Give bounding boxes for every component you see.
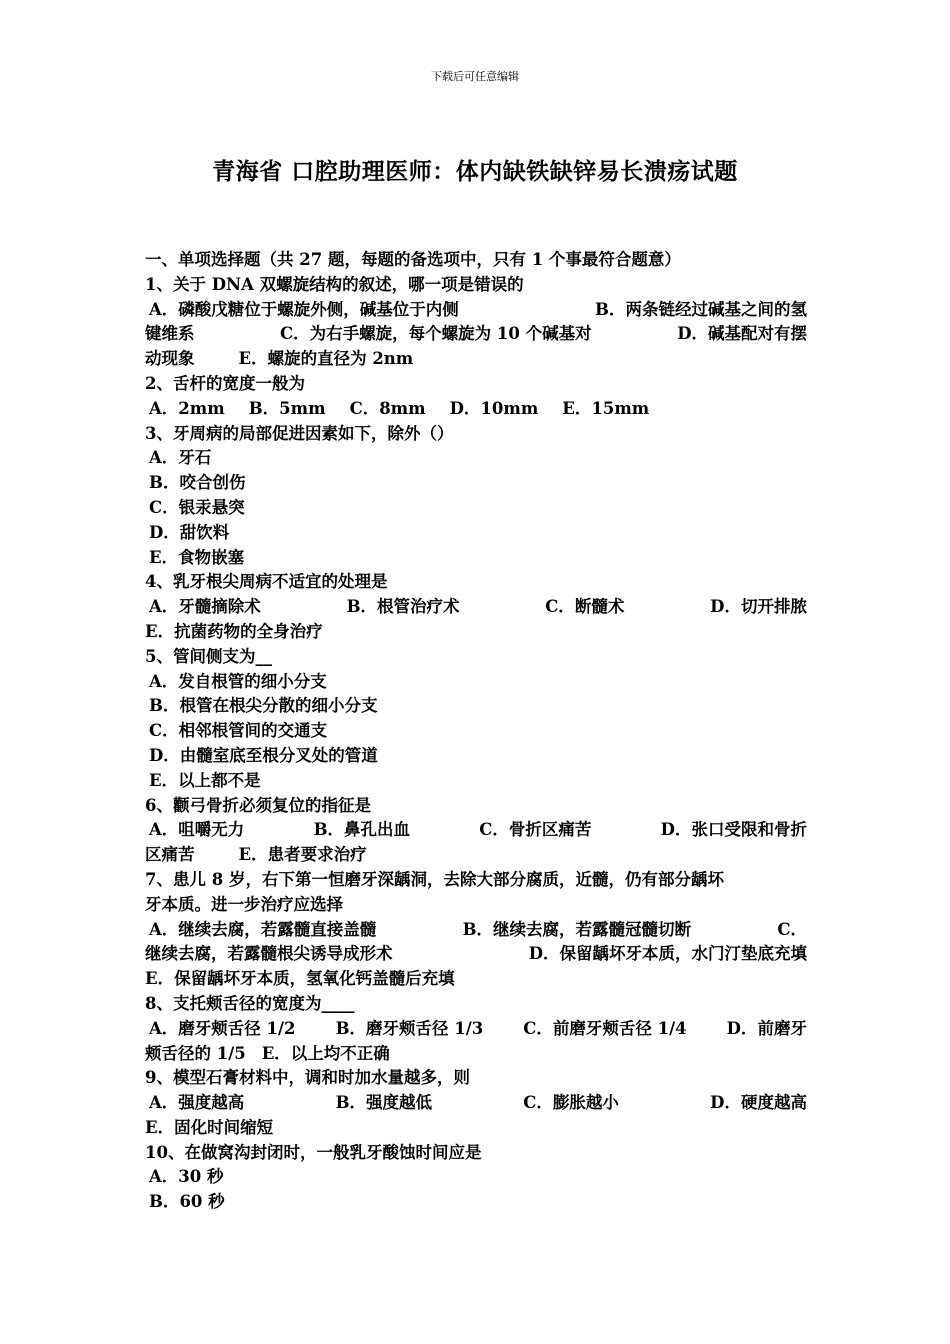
option: 颊舌径的 1/5 — [145, 1043, 246, 1063]
option: D．碱基配对有摆 — [677, 324, 807, 344]
option: C．前磨牙颊舌径 1/4 — [523, 1018, 687, 1038]
option: A．牙石 — [149, 448, 212, 468]
option-line — [145, 322, 807, 347]
option: A．强度越高 — [149, 1093, 245, 1113]
option-line — [145, 1091, 807, 1116]
option: 继续去腐，若露髓根尖诱导成形术 — [145, 944, 393, 964]
option: C．8mm — [349, 398, 426, 418]
question-stem: 4、乳牙根尖周病不适宜的处理是 — [145, 572, 388, 592]
option: C．银汞悬突 — [149, 497, 245, 517]
option-line — [145, 298, 807, 323]
document-title: 青海省 口腔助理医师：体内缺铁缺锌易长溃疡试题 — [212, 158, 738, 185]
option: E．螺旋的直径为 2nm — [238, 349, 414, 369]
option: C．为右手螺旋，每个螺旋为 10 个碱基对 — [280, 324, 592, 344]
question-stem: 5、管间侧支为__ — [145, 646, 272, 666]
option-line — [145, 1042, 807, 1067]
option: D．由髓室底至根分叉处的管道 — [149, 745, 378, 765]
option: B．5mm — [248, 398, 326, 418]
option: A．磷酸戊糖位于螺旋外侧，碱基位于内侧 — [149, 299, 459, 319]
option-line — [145, 918, 807, 943]
option: C．相邻根管间的交通支 — [149, 721, 328, 741]
option: E．患者要求治疗 — [238, 845, 367, 865]
option: B．鼻孔出血 — [313, 820, 411, 840]
question-stem: 10、在做窝沟封闭时，一般乳牙酸蚀时间应是 — [145, 1142, 482, 1162]
option: A．牙髓摘除术 — [149, 597, 261, 617]
option: D．保留龋坏牙本质，水门汀垫底充填 — [528, 944, 807, 964]
question-stem: 牙本质。进一步治疗应选择 — [145, 894, 343, 914]
option-line — [145, 843, 807, 868]
option: 区痛苦 — [145, 845, 195, 865]
option: E．抗菌药物的全身治疗 — [145, 621, 323, 641]
question-list — [145, 248, 807, 1215]
option: 动现象 — [145, 349, 195, 369]
question-stem: 7、患儿 8 岁，右下第一恒磨牙深龋洞，去除大部分腐质，近髓，仍有部分龋坏 — [145, 869, 724, 889]
question-stem: 2、舌杆的宽度一般为 — [145, 373, 305, 393]
option-line — [145, 1017, 807, 1042]
option-line — [145, 818, 807, 843]
header-note: 下载后可任意编辑 — [431, 70, 519, 83]
option: E．以上都不是 — [149, 770, 261, 790]
option: C．断髓术 — [545, 597, 625, 617]
option: D．切开排脓 — [710, 597, 807, 617]
option: E．15mm — [562, 398, 650, 418]
option: A．磨牙颊舌径 1/2 — [149, 1018, 296, 1038]
option: A．30 秒 — [149, 1167, 224, 1187]
question-stem: 1、关于 DNA 双螺旋结构的叙述，哪一项是错误的 — [145, 274, 524, 294]
option: C．骨折区痛苦 — [479, 820, 592, 840]
option: E．以上均不正确 — [261, 1043, 390, 1063]
option: D．甜饮料 — [149, 522, 230, 542]
option: C．膨胀越小 — [523, 1093, 619, 1113]
option: 键维系 — [145, 324, 195, 344]
option: D．10mm — [449, 398, 539, 418]
option: B．强度越低 — [335, 1093, 433, 1113]
option: E．固化时间缩短 — [145, 1117, 274, 1137]
option: E．食物嵌塞 — [149, 547, 245, 567]
question-stem: 8、支托颊舌径的宽度为____ — [145, 993, 355, 1013]
section-heading: 一、单项选择题（共 27 题，每题的备选项中，只有 1 个事最符合题意） — [145, 250, 681, 269]
option: A．咀嚼无力 — [149, 820, 245, 840]
option: B．根管治疗术 — [346, 597, 460, 617]
option: E．保留龋坏牙本质，氢氧化钙盖髓后充填 — [145, 969, 455, 989]
option: B．咬合创伤 — [149, 473, 246, 493]
option: B．60 秒 — [149, 1192, 225, 1212]
question-stem: 3、牙周病的局部促进因素如下，除外（） — [145, 423, 454, 443]
option: D．硬度越高 — [710, 1093, 807, 1113]
question-stem: 6、颧弓骨折必须复位的指征是 — [145, 795, 371, 815]
option: A．2mm — [149, 398, 225, 418]
option-line — [145, 397, 807, 422]
option: C． — [777, 919, 807, 939]
option: D．张口受限和骨折 — [660, 820, 807, 840]
option: A．继续去腐，若露髓直接盖髓 — [149, 919, 377, 939]
question-stem: 9、模型石膏材料中，调和时加水量越多，则 — [145, 1068, 470, 1088]
option-line — [145, 942, 807, 967]
option: D．前磨牙 — [726, 1018, 807, 1038]
option-line — [145, 595, 807, 620]
option-line — [145, 347, 807, 372]
option: B．磨牙颊舌径 1/3 — [335, 1018, 484, 1038]
option: A．发自根管的细小分支 — [149, 671, 327, 691]
option: B．继续去腐，若露髓冠髓切断 — [462, 919, 692, 939]
option: B．根管在根尖分散的细小分支 — [149, 696, 378, 716]
option: B．两条链经过碱基之间的氢 — [595, 299, 807, 319]
